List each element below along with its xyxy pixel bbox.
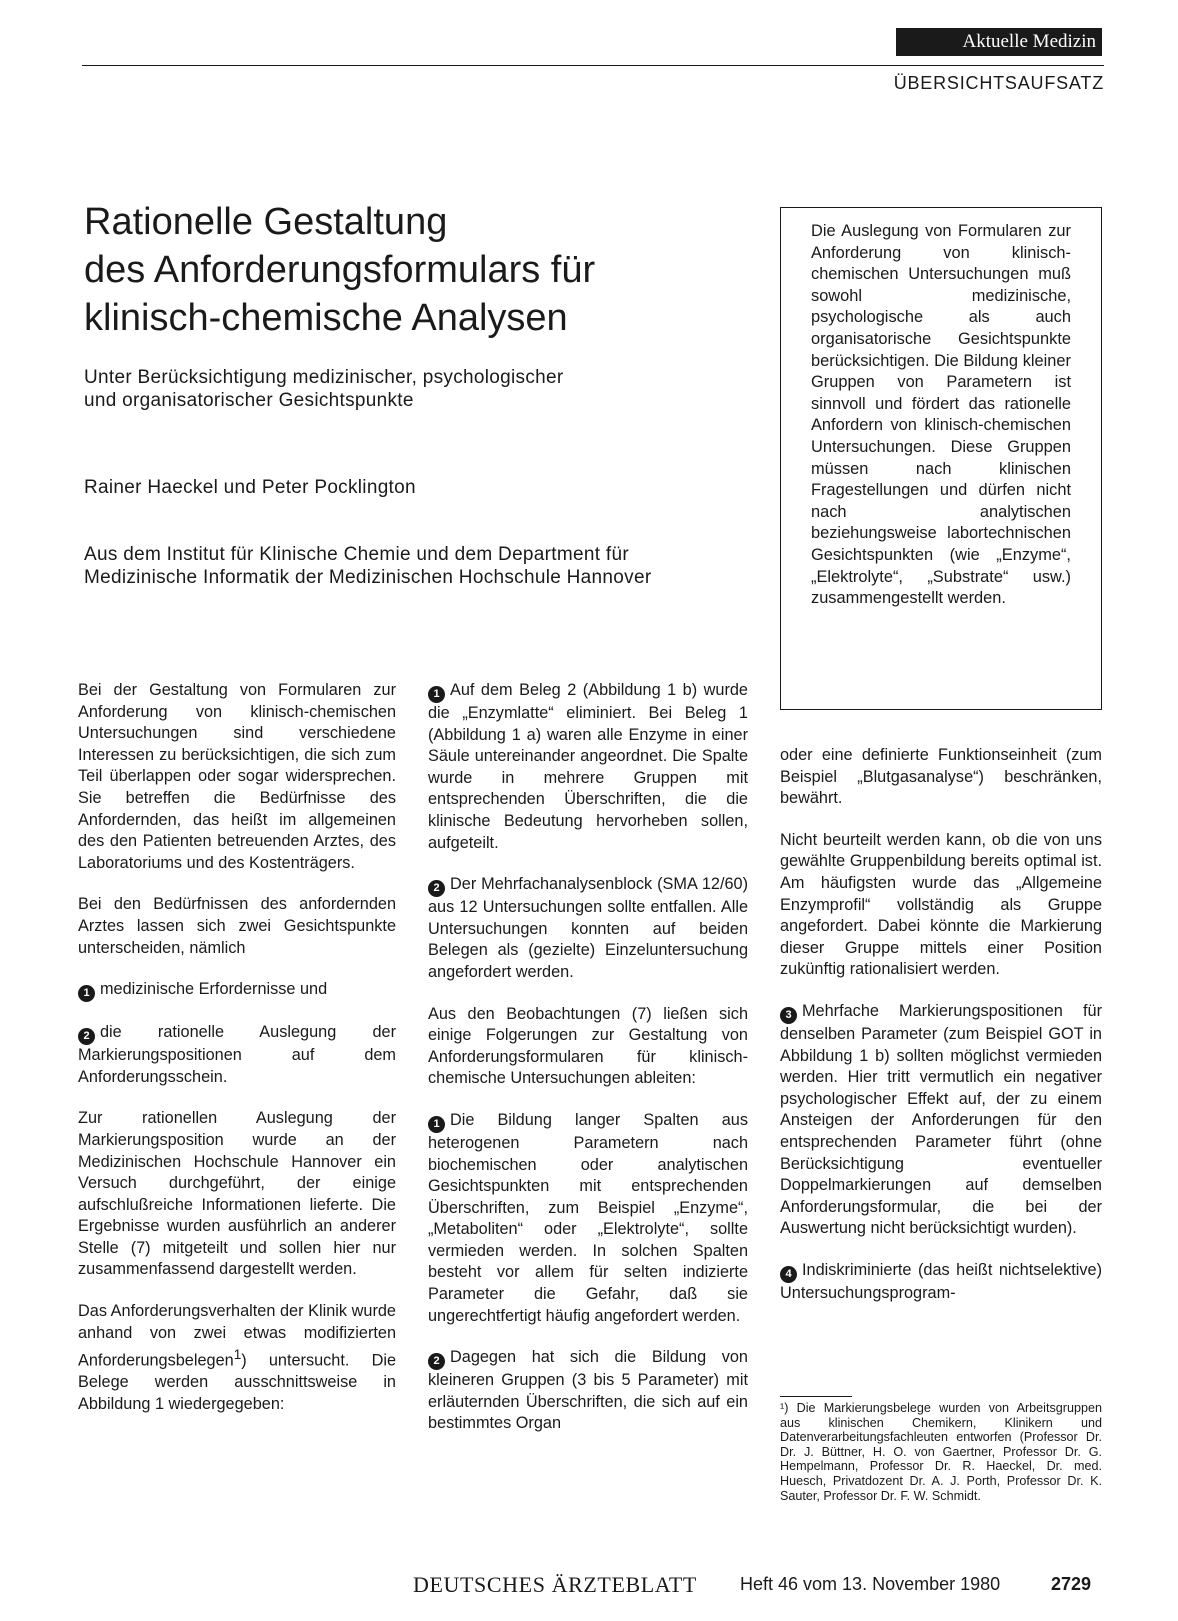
article-subtitle: [84, 366, 704, 412]
text-column-3: [780, 745, 1102, 1324]
article-category: ÜBERSICHTSAUFSATZ: [893, 73, 1104, 93]
paragraph: Aus den Beobachtungen (7) ließen sich einige Folgerungen zur Gestaltung von Anforderungsformularen für klinisch-chemische Untersuchungen ableiten:: [428, 1004, 748, 1088]
title-line: klinisch-chemische Analysen: [84, 297, 568, 339]
paragraph-text: medizinische Erfordernisse und: [100, 980, 328, 999]
subtitle-line: Unter Berücksichtigung medizinischer, psychologischer: [84, 367, 564, 388]
number-2-icon: 2: [78, 1028, 95, 1045]
paragraph-text: ) untersucht. Die Belege werden ausschnittsweise in Abbildung 1 wiedergegeben:: [78, 1351, 396, 1413]
title-line: des Anforderungsformulars für: [84, 249, 596, 291]
paragraph-text: Mehrfache Markierungspositionen für denselben Parameter (zum Beispiel GOT in Abbildung 1 b) sollten möglichst vermieden werden. Hier tritt vermutlich ein negativer psychologischer Effekt auf, der zu einem Ansteigen der Anforderungen für den entsprechenden Parameter führt (ohne Berücksichtigung eventueller Doppelmarkierungen auf demselben Anforderungsformular, die bei der Auswertung nicht berücksichtigt wurden).: [780, 1001, 1102, 1238]
number-2-icon: 2: [428, 880, 445, 897]
subtitle-line: und organisatorischer Gesichtspunkte: [84, 390, 414, 411]
paragraph: [78, 1301, 396, 1415]
title-line: Rationelle Gestaltung: [84, 201, 448, 243]
numbered-paragraph: [780, 1260, 1102, 1305]
article-affiliation: [84, 543, 764, 589]
paragraph-text: Die Bildung langer Spalten aus heterogenen Parametern nach biochemischen oder analytischen Gesichtspunkten mit entsprechenden Überschriften, zum Beispiel „Enzyme“, „Metaboliten“ oder „Elektrolyte“, sollte vermieden werden. In solchen Spalten besteht vor allem für selten indizierte Parameter die Gefahr, daß sie ungerechtfertigt häufig angefordert werden.: [428, 1110, 748, 1325]
affiliation-line: Aus dem Institut für Klinische Chemie und dem Department für: [84, 544, 629, 565]
article-title: [84, 198, 724, 342]
abstract-box: [780, 207, 1102, 710]
affiliation-line: Medizinische Informatik der Medizinischen Hochschule Hannover: [84, 567, 652, 588]
journal-name: DEUTSCHES ÄRZTEBLATT: [413, 1572, 697, 1597]
numbered-paragraph: [78, 979, 396, 1002]
header-rule: [82, 65, 1104, 66]
numbered-paragraph: [78, 1022, 396, 1088]
footnote-rule: [780, 1396, 852, 1397]
paragraph: Nicht beurteilt werden kann, ob die von uns gewählte Gruppenbildung bereits optimal ist. Am häufigsten wurde das „Allgemeine Enzymprofil“ vollständig als Gruppe angefordert. Dabei könnte die Markierung dieser Gruppe mittels einer Position zukünftig rationalisiert werden.: [780, 830, 1102, 979]
page-number: 2729: [1051, 1574, 1092, 1594]
number-2-icon: 2: [428, 1353, 445, 1370]
numbered-paragraph: [428, 874, 748, 983]
paragraph: Bei der Gestaltung von Formularen zur Anforderung von klinisch-chemischen Untersuchungen sind verschiedene Interessen zu berücksichtigen, die sich zum Teil überlappen oder sogar widersprechen. Sie betreffen die Bedürfnisse des Anfordernden, das heißt im allgemeinen des den Patienten betreuenden Arztes, des Laboratoriums und des Kostenträgers.: [78, 681, 396, 872]
section-tag: Aktuelle Medizin: [896, 28, 1102, 56]
issue-info: Heft 46 vom 13. November 1980: [740, 1574, 1001, 1594]
numbered-paragraph: [780, 1001, 1102, 1240]
paragraph-text: Indiskriminierte (das heißt nichtselektive) Untersuchungsprogram-: [780, 1260, 1102, 1302]
numbered-paragraph: [428, 680, 748, 854]
numbered-paragraph: [428, 1347, 748, 1435]
paragraph: oder eine definierte Funktionseinheit (zum Beispiel „Blutgasanalyse“) beschränken, bewährt.: [780, 746, 1102, 808]
number-1-icon: 1: [78, 985, 95, 1002]
numbered-paragraph: [428, 1110, 748, 1327]
paragraph-text: Dagegen hat sich die Bildung von kleineren Gruppen (3 bis 5 Parameter) mit erläuternden Überschriften, die sich auf ein bestimmtes Organ: [428, 1348, 748, 1433]
number-4-icon: 4: [780, 1266, 797, 1283]
paragraph: Bei den Bedürfnissen des anfordernden Arztes lassen sich zwei Gesichtspunkte unterscheiden, nämlich: [78, 895, 396, 957]
number-3-icon: 3: [780, 1007, 797, 1024]
article-authors: Rainer Haeckel und Peter Pocklington: [84, 477, 416, 498]
number-1-icon: 1: [428, 686, 445, 703]
abstract-text: Die Auslegung von Formularen zur Anforderung von klinisch-chemischen Untersuchungen muß sowohl medizinische, psychologische als auch organisatorische Gesichtspunkte berücksichtigen. Die Bildung kleiner Gruppen von Parametern ist sinnvoll und fördert das rationelle Anfordern von klinisch-chemischen Untersuchungen. Diese Gruppen müssen nach klinischen Fragestellungen und dürfen nicht nach analytischen beziehungsweise labortechnischen Gesichtspunkten (wie „Enzyme“, „Elektrolyte“, „Substrate“ usw.) zusammengestellt werden.: [811, 222, 1071, 608]
footnote: ¹) Die Markierungsbelege wurden von Arbeitsgruppen aus klinischen Chemikern, Klinikern und Datenverarbeitungsfachleuten entworfen (Professor Dr. Dr. J. Büttner, H. O. von Gaertner, Professor Dr. G. Hempelmann, Professor Dr. R. Haeckel, Dr. med. Huesch, Privatdozent Dr. A. J. Porth, Professor Dr. K. Sauter, Professor Dr. F. W. Schmidt.: [780, 1401, 1102, 1503]
number-1-icon: 1: [428, 1116, 445, 1133]
paragraph-text: Der Mehrfachanalysenblock (SMA 12/60) aus 12 Untersuchungen sollte entfallen. Alle Untersuchungen konnten auf beiden Belegen als (gezielte) Einzeluntersuchung angefordert werden.: [428, 875, 748, 981]
paragraph-text: Das Anforderungsverhalten der Klinik wurde anhand von zwei etwas modifizierten Anforderungsbelegen: [78, 1302, 396, 1370]
page-footer: [0, 1572, 1178, 1602]
paragraph-text: Auf dem Beleg 2 (Abbildung 1 b) wurde die „Enzymlatte“ eliminiert. Bei Beleg 1 (Abbildung 1 a) waren alle Enzyme in einer Säule untereinander angeordnet. Die Spalte wurde in mehrere Gruppen mit entsprechenden Überschriften, die die klinische Bedeutung hervorheben sollen, aufgeteilt.: [428, 681, 748, 852]
paragraph-text: die rationelle Auslegung der Markierungspositionen auf dem Anforderungsschein.: [78, 1023, 396, 1086]
text-column-1: [78, 680, 396, 1435]
paragraph: Zur rationellen Auslegung der Markierungsposition wurde an der Medizinischen Hochschule Hannover ein Versuch durchgeführt, der einige aufschlußreiche Informationen lieferte. Die Ergebnisse wurden ausführlich an anderer Stelle (7) mitgeteilt und sollen hier nur zusammenfassend dargestellt werden.: [78, 1109, 396, 1279]
footnote-reference: 1: [233, 1347, 242, 1363]
text-column-2: [428, 680, 748, 1455]
